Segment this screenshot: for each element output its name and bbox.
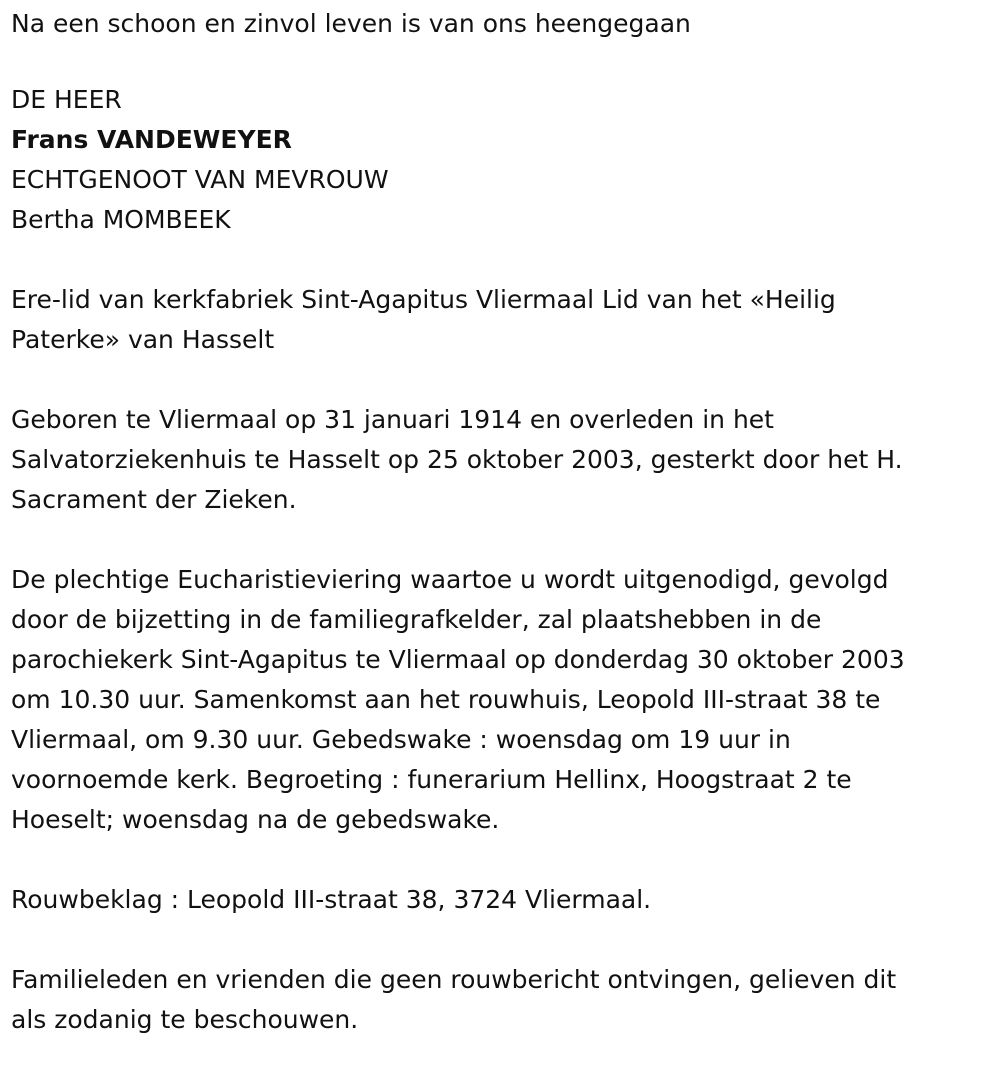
ceremony-paragraph bbox=[11, 560, 986, 840]
paragraph-line: Vliermaal, om 9.30 uur. Gebedswake : woensdag om 19 uur in bbox=[11, 725, 791, 754]
honorific-title: DE HEER bbox=[11, 85, 122, 114]
death-notice bbox=[11, 0, 986, 1040]
spacer bbox=[11, 520, 986, 560]
spacer bbox=[11, 920, 986, 960]
paragraph-line: Paterke» van Hasselt bbox=[11, 325, 275, 354]
spacer bbox=[11, 840, 986, 880]
spacer bbox=[11, 240, 986, 280]
memberships-paragraph bbox=[11, 280, 986, 360]
paragraph-line: parochiekerk Sint-Agapitus te Vliermaal op donderdag 30 oktober 2003 bbox=[11, 645, 905, 674]
spouse-name: Bertha MOMBEEK bbox=[11, 205, 231, 234]
spouse-label: ECHTGENOOT VAN MEVROUW bbox=[11, 165, 389, 194]
paragraph-line: als zodanig te beschouwen. bbox=[11, 1005, 359, 1034]
deceased-name: Frans VANDEWEYER bbox=[11, 125, 292, 154]
birth-death-paragraph bbox=[11, 400, 986, 520]
paragraph-line: Sacrament der Zieken. bbox=[11, 485, 297, 514]
spacer bbox=[11, 40, 986, 80]
paragraph-line: door de bijzetting in de familiegrafkelder, zal plaatshebben in de bbox=[11, 605, 822, 634]
condolence-address: Rouwbeklag : Leopold III-straat 38, 3724 Vliermaal. bbox=[11, 885, 652, 914]
intro-text: Na een schoon en zinvol leven is van ons heengegaan bbox=[11, 9, 691, 38]
closing-paragraph bbox=[11, 960, 986, 1040]
paragraph-line: Salvatorziekenhuis te Hasselt op 25 oktober 2003, gesterkt door het H. bbox=[11, 445, 903, 474]
paragraph-line: voornoemde kerk. Begroeting : funerarium Hellinx, Hoogstraat 2 te bbox=[11, 765, 852, 794]
paragraph-line: om 10.30 uur. Samenkomst aan het rouwhuis, Leopold III-straat 38 te bbox=[11, 685, 881, 714]
paragraph-line: Geboren te Vliermaal op 31 januari 1914 en overleden in het bbox=[11, 405, 774, 434]
paragraph-line: Ere-lid van kerkfabriek Sint-Agapitus Vliermaal Lid van het «Heilig bbox=[11, 285, 836, 314]
paragraph-line: Familieleden en vrienden die geen rouwbericht ontvingen, gelieven dit bbox=[11, 965, 897, 994]
paragraph-line: De plechtige Eucharistieviering waartoe u wordt uitgenodigd, gevolgd bbox=[11, 565, 889, 594]
paragraph-line: Hoeselt; woensdag na de gebedswake. bbox=[11, 805, 500, 834]
spacer bbox=[11, 360, 986, 400]
